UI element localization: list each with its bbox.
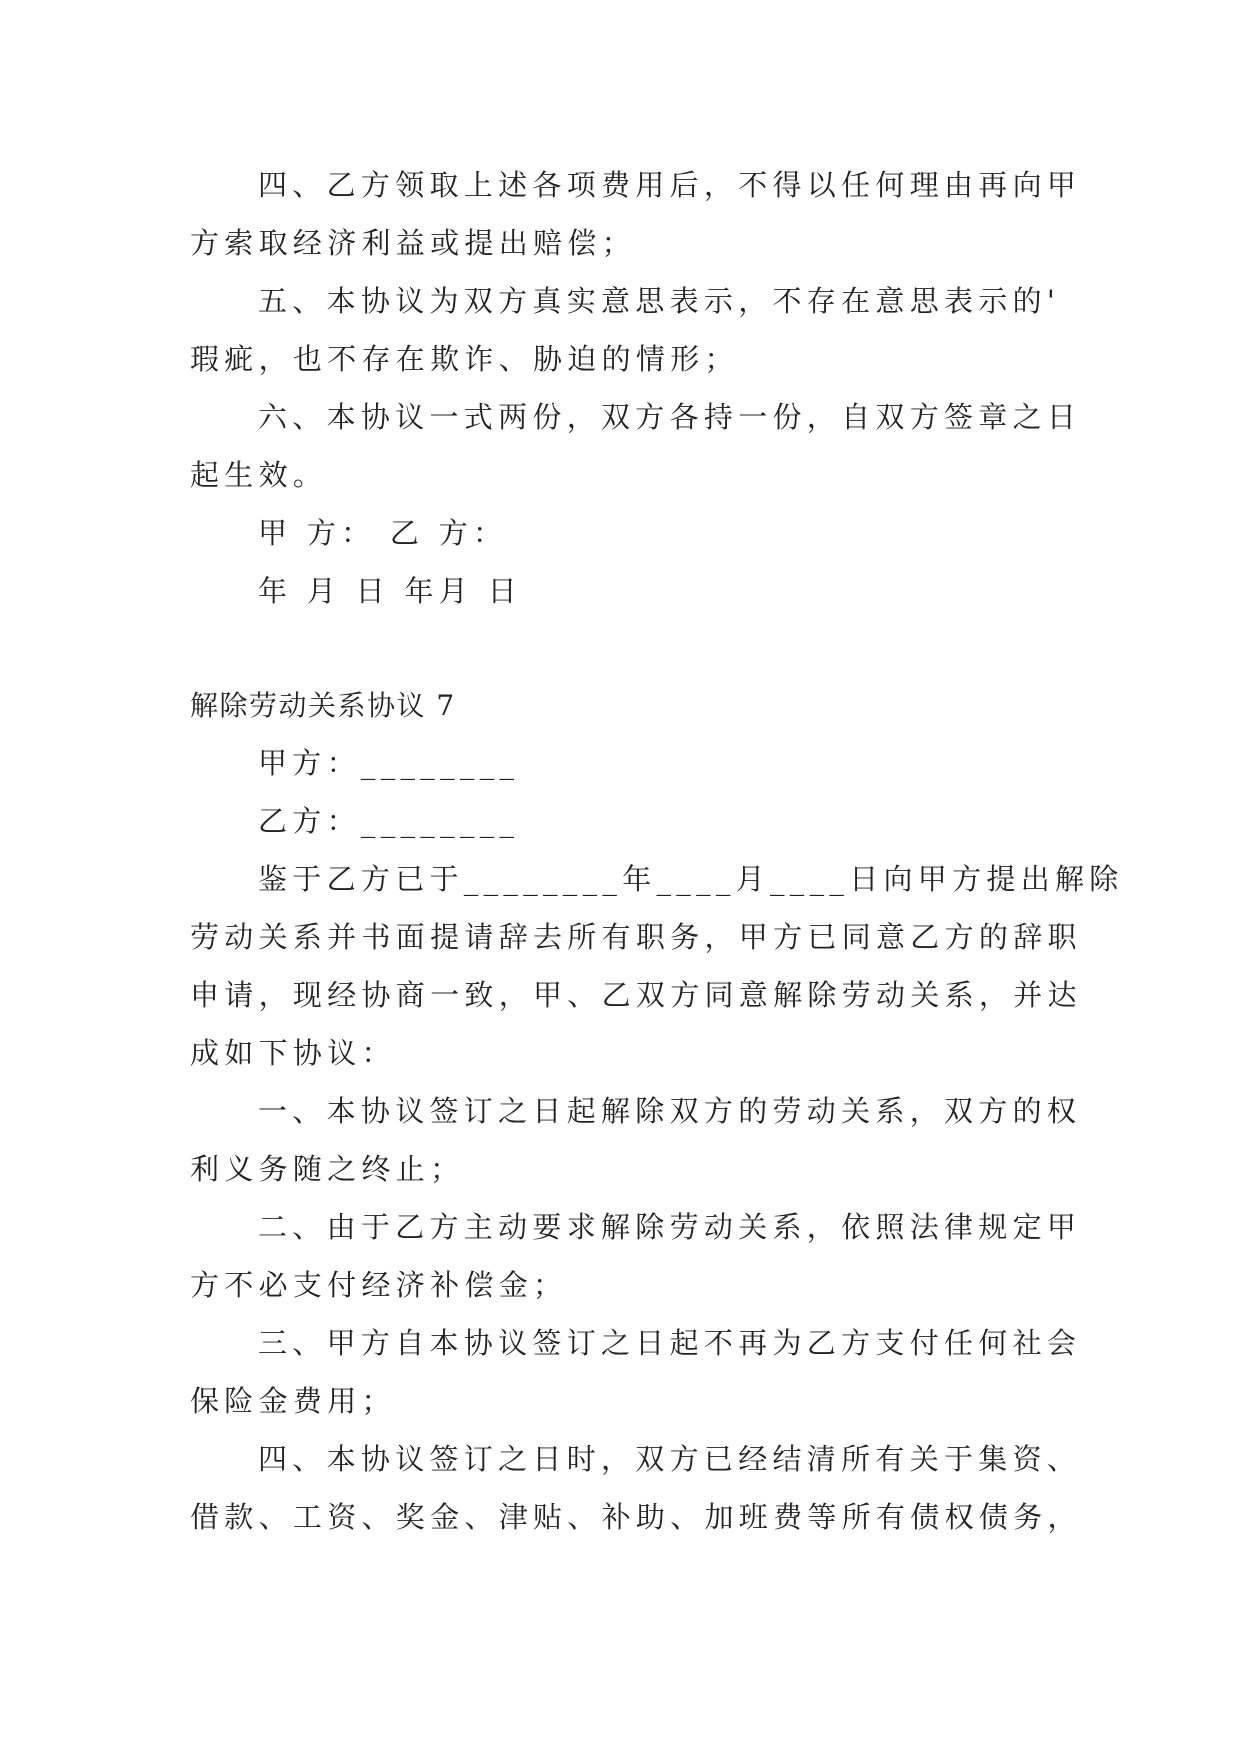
signature-parties: 甲 方： 乙 方： <box>258 516 508 550</box>
preamble-line-4: 成如下协议： <box>190 1036 396 1070</box>
term-3-line-2: 保险金费用； <box>190 1384 396 1418</box>
clause-4-line-2: 方索取经济利益或提出赔偿； <box>190 226 636 260</box>
clause-4-line-1: 四、乙方领取上述各项费用后，不得以任何理由再向甲 <box>258 168 1082 202</box>
term-3-line-1: 三、甲方自本协议签订之日起不再为乙方支付任何社会 <box>258 1326 1082 1360</box>
signature-dates: 年 月 日 年月 日 <box>258 574 522 608</box>
agreement-title: 解除劳动关系协议 7 <box>190 689 456 722</box>
clause-5-line-1: 五、本协议为双方真实意思表示，不存在意思表示的' <box>258 284 1061 318</box>
party-b-field: 乙方：________ <box>258 804 520 838</box>
term-2-line-1: 二、由于乙方主动要求解除劳动关系，依照法律规定甲 <box>258 1210 1082 1244</box>
term-1-line-2: 利义务随之终止； <box>190 1152 465 1186</box>
party-a-field: 甲方：________ <box>258 746 520 780</box>
preamble-line-2: 劳动关系并书面提请辞去所有职务，甲方已同意乙方的辞职 <box>190 920 1082 954</box>
clause-6-line-2: 起生效。 <box>190 458 328 492</box>
term-1-line-1: 一、本协议签订之日起解除双方的劳动关系，双方的权 <box>258 1094 1082 1128</box>
clause-6-line-1: 六、本协议一式两份，双方各持一份，自双方签章之日 <box>258 400 1082 434</box>
term-4-line-1: 四、本协议签订之日时，双方已经结清所有关于集资、 <box>258 1442 1082 1476</box>
preamble-line-1: 鉴于乙方已于________年____月____日向甲方提出解除 <box>258 862 1124 896</box>
term-4-line-2: 借款、工资、奖金、津贴、补助、加班费等所有债权债务， <box>190 1500 1082 1534</box>
preamble-line-3: 申请，现经协商一致，甲、乙双方同意解除劳动关系，并达 <box>190 978 1082 1012</box>
term-2-line-2: 方不必支付经济补偿金； <box>190 1268 568 1302</box>
clause-5-line-2: 瑕疵，也不存在欺诈、胁迫的情形； <box>190 342 739 376</box>
